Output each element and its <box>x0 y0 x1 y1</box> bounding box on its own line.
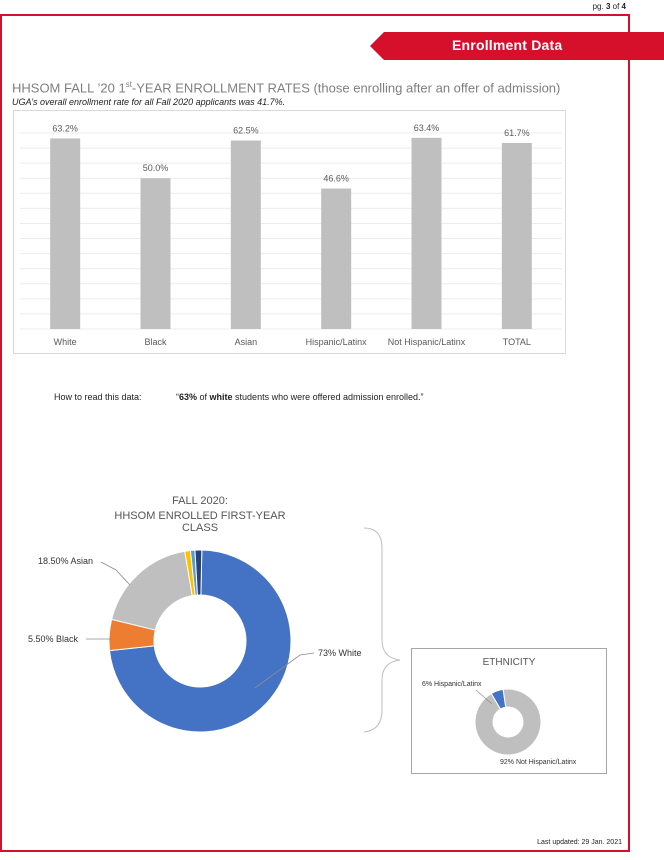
last-updated: Last updated: 29 Jan. 2021 <box>537 839 622 846</box>
bar-data-label: 63.4% <box>413 122 440 133</box>
page-of: of <box>612 2 620 11</box>
howto-quote-open: “ <box>176 392 179 402</box>
x-tick-label: White <box>53 337 77 347</box>
bar-asian <box>231 141 261 329</box>
howto-mid: of <box>197 392 210 402</box>
donut-title-line2: HHSOM ENROLLED FIRST-YEAR CLASS <box>114 510 286 534</box>
slice-label-white: 73% White <box>318 648 362 658</box>
bar-data-label: 63.2% <box>52 123 78 134</box>
chart-title-sup: st <box>125 80 132 89</box>
bar-data-label: 61.7% <box>504 127 530 138</box>
bar-not-hispanic-latinx <box>412 138 442 329</box>
bar-data-label: 62.5% <box>233 125 259 136</box>
donut-title-line1: FALL 2020: <box>172 495 228 507</box>
howto-quote <box>176 392 424 402</box>
howto-label: How to read this data: <box>54 392 142 402</box>
howto-pct: 63% <box>179 392 198 402</box>
howto-group: white <box>209 392 233 402</box>
page-current: 3 <box>605 2 611 11</box>
bar-chart-svg <box>14 111 567 355</box>
ethnicity-chart <box>411 648 607 774</box>
page-total: 4 <box>621 2 626 11</box>
bar-white <box>50 138 80 329</box>
x-tick-label: Not Hispanic/Latinx <box>387 337 466 347</box>
bar-data-label: 46.6% <box>323 173 349 184</box>
chart-title <box>12 80 560 95</box>
bar-data-label: 50.0% <box>142 163 169 174</box>
howto-rest: students who were offered admission enrolled.” <box>232 392 424 402</box>
x-tick-label: Black <box>144 337 167 347</box>
eth-label-hispanic: 6% Hispanic/Latinx <box>422 681 482 688</box>
x-tick-label: Hispanic/Latinx <box>305 337 367 347</box>
page-number <box>593 2 626 11</box>
x-tick-label: Asian <box>234 337 258 347</box>
ethnicity-title: ETHNICITY <box>482 657 536 668</box>
x-tick-label: TOTAL <box>502 337 531 347</box>
section-banner <box>370 32 664 60</box>
bar-black <box>141 178 171 329</box>
chart-title-start: HHSOM FALL ’20 1 <box>12 80 126 96</box>
slice-label-black: 5.50% Black <box>28 634 79 644</box>
chart-subtitle: UGA’s overall enrollment rate for all Fall 2020 applicants was 41.7%. <box>12 97 286 107</box>
eth-label-not-hispanic: 92% Not Hispanic/Latinx <box>500 759 577 766</box>
slice-label-asian: 18.50% Asian <box>38 556 94 566</box>
enrollment-rate-chart <box>13 110 566 354</box>
bar-hispanic-latinx <box>321 188 351 329</box>
chart-title-end: -YEAR ENROLLMENT RATES (those enrolling after an offer of admission) <box>131 80 561 96</box>
page-label: pg. <box>592 2 604 11</box>
bar-total <box>502 143 532 329</box>
banner-title: Enrollment Data <box>452 37 563 53</box>
